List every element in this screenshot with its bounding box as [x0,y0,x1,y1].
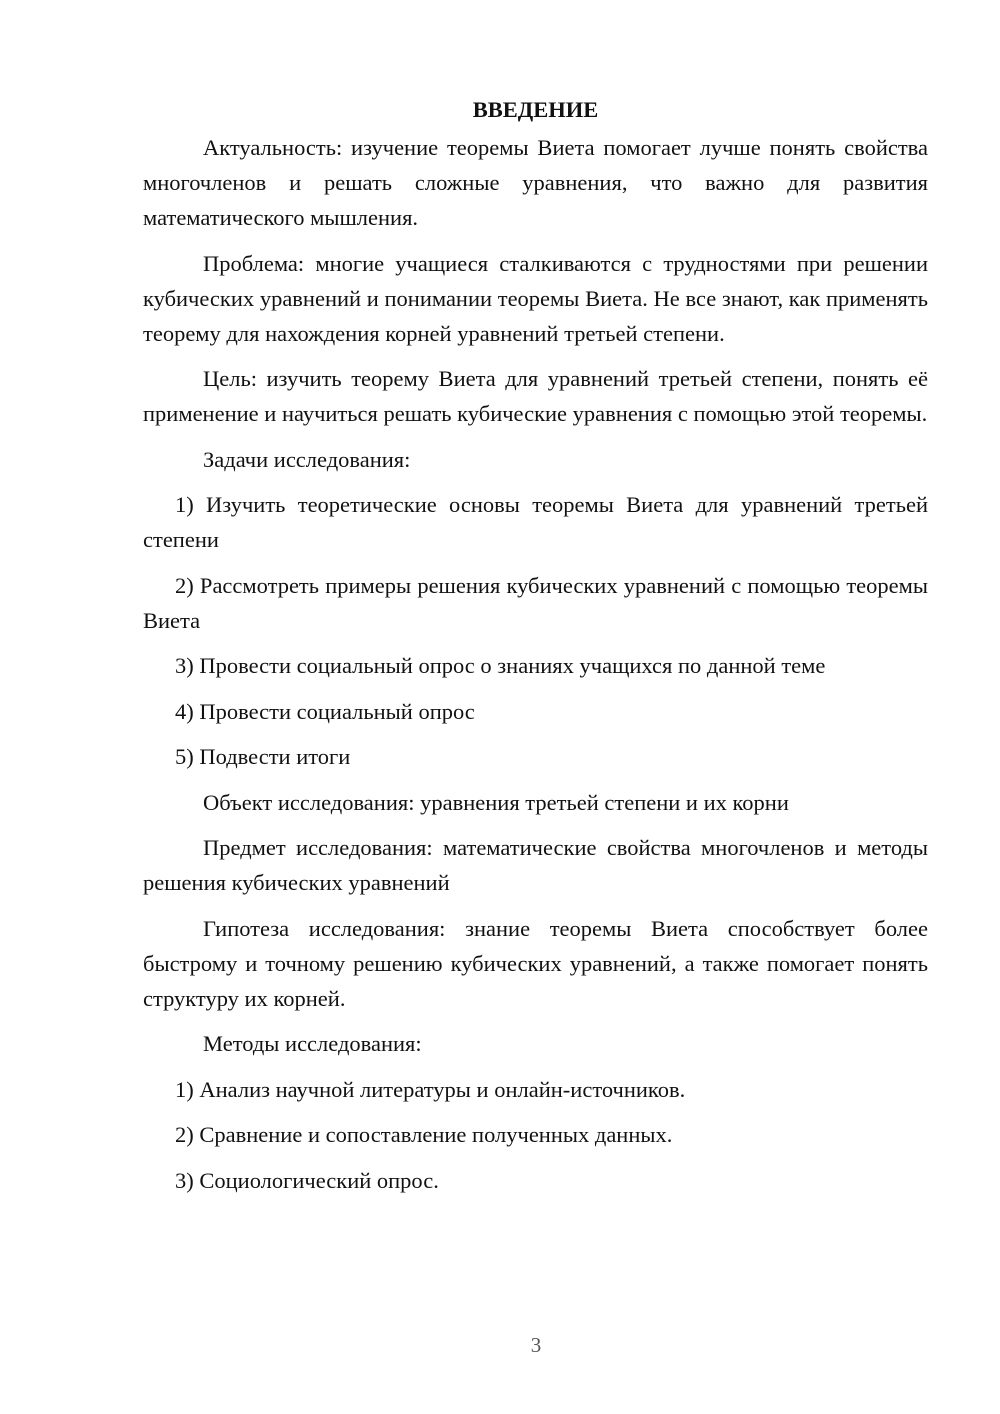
tasks-list [143,487,928,774]
list-item: 1) Анализ научной литературы и онлайн-источников. [175,1076,686,1102]
methods-heading: Методы исследования: [203,1031,422,1056]
methods-list [143,1072,928,1198]
tasks-heading: Задачи исследования: [203,446,411,472]
relevance-paragraph: Актуальность: изучение теоремы Виета помогает лучше понять свойства многочленов и решать сложные уравнения, что важно для развития математического мышления. [143,135,928,230]
problem-paragraph: Проблема: многие учащиеся сталкиваются с трудностями при решении кубических уравнений и понимании теоремы Виета. Не все знают, как применять теорему для нахождения корней уравнений третьей степени. [143,250,928,346]
list-item: 5) Подвести итоги [175,744,351,769]
list-item: 1) Изучить теоретические основы теоремы Виета для уравнений третьей степени [143,492,928,552]
subject-paragraph: Предмет исследования: математические свойства многочленов и методы решения кубических уравнений [143,835,928,895]
page-content [143,92,928,1208]
list-item: 2) Сравнение и сопоставление полученных данных. [175,1122,673,1147]
list-item: 3) Провести социальный опрос о знаниях учащихся по данной теме [175,653,826,678]
list-item: 4) Провести социальный опрос [175,698,475,724]
page-number: 3 [530,1333,542,1357]
object-paragraph: Объект исследования: уравнения третьей степени и их корни [203,789,789,815]
hypothesis-paragraph: Гипотеза исследования: знание теоремы Виета способствует более быстрому и точному решению кубических уравнений, а также помогает понять структуру их корней. [143,915,928,1011]
goal-paragraph: Цель: изучить теорему Виета для уравнений третьей степени, понять её применение и научиться решать кубические уравнения с помощью этой теоремы. [143,366,928,426]
list-item: 2) Рассмотреть примеры решения кубических уравнений с помощью теоремы Виета [143,572,928,633]
section-title: ВВЕДЕНИЕ [472,97,599,122]
list-item: 3) Социологический опрос. [175,1167,439,1193]
